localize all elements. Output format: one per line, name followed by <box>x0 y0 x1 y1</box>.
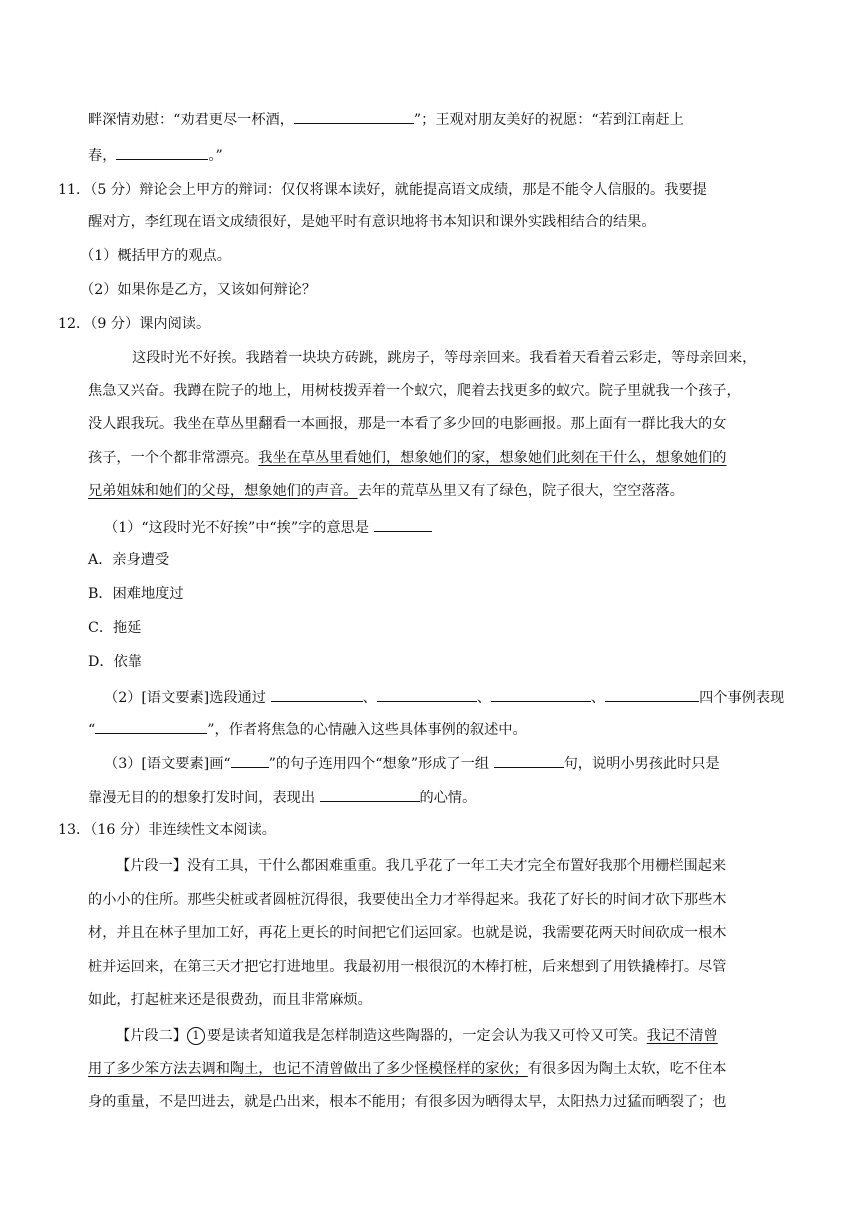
poem-line-1: 畔深情劝慰：“劝君更尽一杯酒， ”；王观对朋友美好的祝愿：“若到江南赶上 <box>88 108 684 130</box>
fragment-2-line-3: 身的重量，不是凹进去，就是凸出来，根本不能用；有很多因为晒得太早，太阳热力过猛而晒裂了；也 <box>88 1094 727 1110</box>
underlined-sentence: 我坐在草丛里看她们，想象她们的家，想象她们此刻在干什么，想象她们的 <box>258 450 727 466</box>
answer-blank[interactable] <box>377 686 477 702</box>
answer-blank[interactable] <box>231 752 269 768</box>
underlined-sentence: 用了多少笨方法去调和陶土，也记不清曾做出了多少怪模怪样的家伙； <box>88 1061 528 1077</box>
question-12-sub-2-line-2: “ ”，作者将焦急的心情融入这些具体事例的叙述中。 <box>88 718 527 740</box>
question-13: 13．（16 分）非连续性文本阅读。 <box>58 822 276 838</box>
question-12-sub-3: （3）[语文要素]画“ ”的句子连用四个“想象”形成了一组 句，说明小男孩此时只是 <box>104 752 720 774</box>
answer-blank[interactable] <box>116 144 208 160</box>
fragment-1-line-5: 如此，打起桩来还是很费劲，而且非常麻烦。 <box>88 992 372 1008</box>
passage-12-line-1: 这段时光不好挨。我踏着一块块方砖跳，跳房子，等母亲回来。我看着天看着云彩走，等母亲回来， <box>132 350 757 366</box>
option-d: D．依靠 <box>88 654 142 670</box>
fragment-1-line-3: 材，并且在林子里加工好，再花上更长的时间把它们运回家。也就是说，我需要花两天时间砍成一根木 <box>88 925 727 941</box>
question-11: 11．（5 分）辩论会上甲方的辩词：仅仅将课本读好，就能提高语文成绩，那是不能令人信服的。我要提 <box>58 182 707 198</box>
question-11-sub-1: （1）概括甲方的观点。 <box>80 248 231 264</box>
poem-line-2: 春， 。” <box>88 144 223 166</box>
option-b: B．困难地度过 <box>88 586 184 602</box>
option-a: A．亲身遭受 <box>88 552 170 568</box>
answer-blank[interactable] <box>494 752 564 768</box>
answer-blank[interactable] <box>294 108 414 124</box>
underlined-sentence: 我记不清曾 <box>646 1028 718 1044</box>
fragment-2-line-2: 用了多少笨方法去调和陶土，也记不清曾做出了多少怪模怪样的家伙；有很多因为陶土太软，吃不住本 <box>88 1061 727 1077</box>
option-c: C．拖延 <box>88 620 142 636</box>
underlined-sentence: 兄弟姐妹和她们的父母，想象她们的声音。 <box>88 483 358 499</box>
fragment-1-line-1: 【片段一】没有工具，干什么都困难重重。我几乎花了一年工夫才完全布置好我那个用栅栏围起来 <box>116 858 727 874</box>
fragment-2-line-1: 【片段二】 1 要是读者知道我是怎样制造这些陶器的，一定会认为我又可怜又可笑。我记不清曾 <box>116 1028 718 1044</box>
question-12-sub-2: （2）[语文要素]选段通过 、 、 、 四个事例表现 <box>104 686 784 708</box>
circled-number-one: 1 <box>187 1027 205 1045</box>
answer-blank[interactable] <box>271 686 363 702</box>
question-11-sub-2: （2）如果你是乙方，又该如何辩论？ <box>80 282 317 298</box>
answer-blank[interactable] <box>95 718 207 734</box>
fragment-1-line-4: 桩并运回来，在第三天才把它打进地里。我最初用一根很沉的木棒打桩，后来想到了用铁撬棒打。尽管 <box>88 959 727 975</box>
passage-12-line-3: 没人跟我玩。我坐在草丛里翻看一本画报，那是一本看了多少回的电影画报。那上面有一群比我大的女 <box>88 416 727 432</box>
fragment-1-line-2: 的小小的住所。那些尖桩或者圆桩沉得很，我要使出全力才举得起来。我花了好长的时间才砍下那些木 <box>88 892 727 908</box>
passage-12-line-2: 焦急又兴奋。我蹲在院子的地上，用树枝拨弄着一个蚁穴，爬着去找更多的蚁穴。院子里就我一个孩子， <box>88 383 741 399</box>
question-12-sub-1: （1）“这段时光不好挨”中“挨”字的意思是 <box>104 516 432 538</box>
passage-12-line-4: 孩子，一个个都非常漂亮。我坐在草丛里看她们，想象她们的家，想象她们此刻在干什么，想象她们的 <box>88 450 727 466</box>
question-12: 12．（9 分）课内阅读。 <box>58 316 211 332</box>
answer-blank[interactable] <box>491 686 591 702</box>
question-11-line-2: 醒对方，李红现在语文成绩很好，是她平时有意识地将书本知识和课外实践相结合的结果。 <box>88 214 656 230</box>
passage-12-line-5: 兄弟姐妹和她们的父母，想象她们的声音。去年的荒草丛里又有了绿色，院子很大，空空落落。 <box>88 483 684 499</box>
answer-blank[interactable] <box>605 686 699 702</box>
question-12-sub-3-line-2: 靠漫无目的的想象打发时间，表现出 的心情。 <box>88 786 476 808</box>
answer-blank[interactable] <box>320 786 420 802</box>
answer-blank[interactable] <box>374 516 432 532</box>
